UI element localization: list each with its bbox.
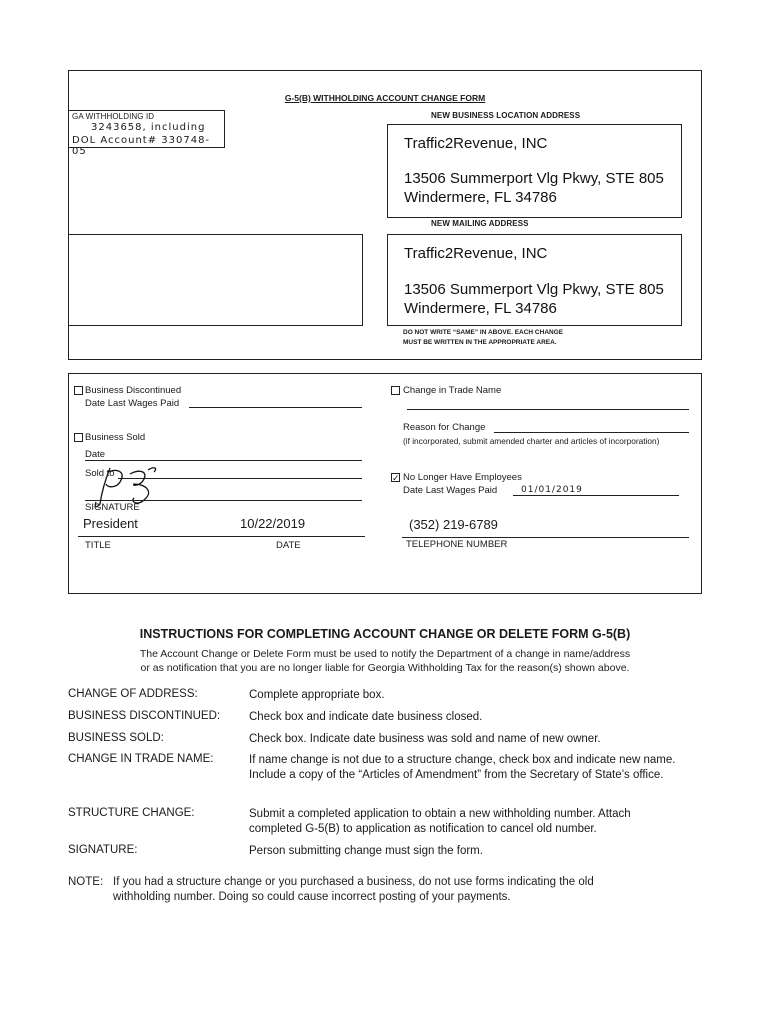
note-line-2: withholding number. Doing so could cause incorrect posting of your payments.	[113, 891, 511, 903]
ga-withholding-id-line1: 3243658, including	[91, 122, 206, 133]
date-last-wages-label-2: Date Last Wages Paid	[403, 485, 498, 496]
instruction-text: Check box. Indicate date business was sold and name of new owner.	[249, 733, 601, 745]
date-last-wages-line[interactable]	[189, 407, 362, 408]
no-longer-employees-checkbox[interactable]: ✓	[392, 473, 400, 483]
change-trade-name-label: Change in Trade Name	[403, 385, 502, 396]
title-label: TITLE	[85, 540, 111, 551]
new-business-location-label: NEW BUSINESS LOCATION ADDRESS	[431, 111, 581, 120]
old-address-box[interactable]	[68, 234, 363, 326]
change-trade-name-checkbox[interactable]	[391, 386, 400, 395]
business-city: Windermere, FL 34786	[404, 189, 557, 206]
date-label-sold: Date	[85, 449, 106, 460]
instruction-label: CHANGE OF ADDRESS:	[68, 688, 198, 700]
instruction-text: Complete appropriate box.	[249, 689, 385, 701]
new-mailing-address-box[interactable]	[387, 234, 682, 326]
reason-for-change-label: Reason for Change	[403, 422, 486, 433]
ga-withholding-id-box[interactable]	[68, 110, 225, 157]
reason-line[interactable]	[494, 432, 689, 433]
telephone-label: TELEPHONE NUMBER	[406, 539, 508, 550]
trade-name-line[interactable]	[407, 409, 689, 410]
title-date-line[interactable]	[78, 536, 365, 537]
instruction-label: CHANGE IN TRADE NAME:	[68, 753, 214, 765]
business-sold-checkbox[interactable]	[74, 433, 83, 442]
mailing-street: 13506 Summerport Vlg Pkwy, STE 805	[404, 281, 664, 298]
instruction-label: SIGNATURE:	[68, 844, 138, 856]
signature-label: SIGNATURE	[85, 502, 140, 513]
phone-line[interactable]	[402, 537, 689, 538]
instructions-heading: INSTRUCTIONS FOR COMPLETING ACCOUNT CHANGE OR DELETE FORM G-5(B)	[139, 627, 631, 641]
instruction-text: Person submitting change must sign the form.	[249, 845, 483, 857]
reason-note: (if incorporated, submit amended charter and articles of incorporation)	[403, 436, 660, 446]
same-warning-line2: MUST BE WRITTEN IN THE APPROPRIATE AREA.	[403, 339, 557, 346]
note-line-1: If you had a structure change or you purchased a business, do not use forms indicating the old	[113, 876, 594, 888]
instruction-text: If name change is not due to a structure change, check box and indicate new name. Include a copy of the “Articles of Amendment” from the Secretary of State’s office.	[249, 754, 676, 781]
title-value: President	[83, 516, 138, 531]
date-value: 10/22/2019	[240, 516, 306, 531]
business-discontinued-label: Business Discontinued	[85, 385, 182, 396]
same-warning-line1: DO NOT WRITE “SAME” IN ABOVE. EACH CHANGE	[403, 329, 564, 336]
date-label: DATE	[276, 540, 301, 551]
mailing-city: Windermere, FL 34786	[404, 300, 557, 317]
business-discontinued-checkbox[interactable]	[74, 386, 83, 395]
instruction-label: STRUCTURE CHANGE:	[68, 807, 195, 819]
business-name: Traffic2Revenue, INC	[404, 135, 548, 152]
mailing-name: Traffic2Revenue, INC	[404, 245, 548, 262]
form-title: G-5(B) WITHHOLDING ACCOUNT CHANGE FORM	[284, 93, 486, 103]
date-last-wages-label: Date Last Wages Paid	[85, 398, 180, 409]
instructions-intro-1: The Account Change or Delete Form must be used to notify the Department of a change in name/address	[139, 648, 631, 660]
phone-value: (352) 219-6789	[409, 517, 498, 532]
ga-withholding-id-line2: DOL Account# 330748-05	[72, 135, 211, 157]
date-last-wages-value: 01/01/2019	[521, 485, 583, 495]
instruction-text: Submit a completed application to obtain a new withholding number. Attach completed G-5(B) to application as notification to cancel old number.	[249, 808, 631, 835]
new-business-address-box[interactable]	[387, 124, 682, 218]
sold-date-line[interactable]	[85, 460, 362, 461]
instruction-label: BUSINESS DISCONTINUED:	[68, 710, 221, 722]
business-sold-label: Business Sold	[85, 432, 146, 443]
new-mailing-address-label: NEW MAILING ADDRESS	[431, 219, 529, 228]
ga-withholding-id-label: GA WITHHOLDING ID	[72, 112, 155, 121]
sold-to-label: Sold to	[85, 468, 115, 479]
date-last-wages-line-2[interactable]	[513, 495, 679, 496]
business-street: 13506 Summerport Vlg Pkwy, STE 805	[404, 170, 664, 187]
instruction-text: Check box and indicate date business closed.	[249, 711, 483, 723]
no-longer-employees-label: No Longer Have Employees	[403, 472, 522, 483]
signature-line[interactable]	[85, 500, 362, 501]
instruction-label: BUSINESS SOLD:	[68, 732, 164, 744]
instructions-intro-2: or as notification that you are no longer liable for Georgia Withholding Tax for the reason(s) shown above.	[140, 662, 630, 674]
note-label: NOTE:	[68, 876, 104, 888]
